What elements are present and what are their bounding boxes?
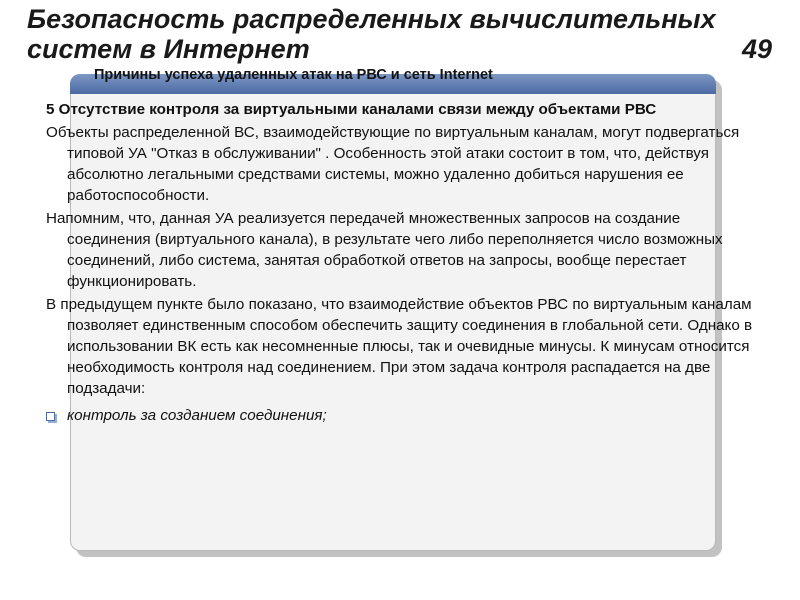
panel-header-label: Причины успеха удаленных атак на РВС и сеть Internet [94,67,493,83]
square-bullet-icon [46,412,55,421]
bullet-item-text: контроль за созданием соединения; [67,407,327,424]
body-paragraph-2: Напомним, что, данная УА реализуется передачей множественных запросов на создание соединения (виртуального канала), в результате чего либо переполняется число возможных соединений, либо система, занятая обработкой ответов на запросы, вообще перестает функционировать. [46,210,723,290]
slide-body [46,99,754,426]
page-number: 49 [741,34,772,64]
section-heading: 5 Отсутствие контроля за виртуальными каналами связи между объектами РВС [46,101,657,118]
body-paragraph-1: Объекты распределенной ВС, взаимодействующие по виртуальным каналам, могут подвергаться типовой УА "Отказ в обслуживании" . Особенность этой атаки состоит в том, что, действуя абсолютно легальными средствами системы, можно удаленно добиться нарушения ее работоспособности. [46,124,740,204]
slide-title [27,4,747,64]
slide-title-line-2: систем в Интернет [27,34,310,64]
bullet-item [46,405,754,426]
body-paragraph-3: В предыдущем пункте было показано, что взаимодействие объектов РВС по виртуальным каналам позволяет единственным способом обеспечить защиту соединения в глобальной сети. Однако в использовании ВК есть как несомненные плюсы, так и очевидные минусы. К минусам относится необходимость контроля над соединением. При этом задача контроля распадается на две подзадачи: [46,296,753,397]
slide-title-line-1: Безопасность распределенных вычислительных [27,4,716,34]
